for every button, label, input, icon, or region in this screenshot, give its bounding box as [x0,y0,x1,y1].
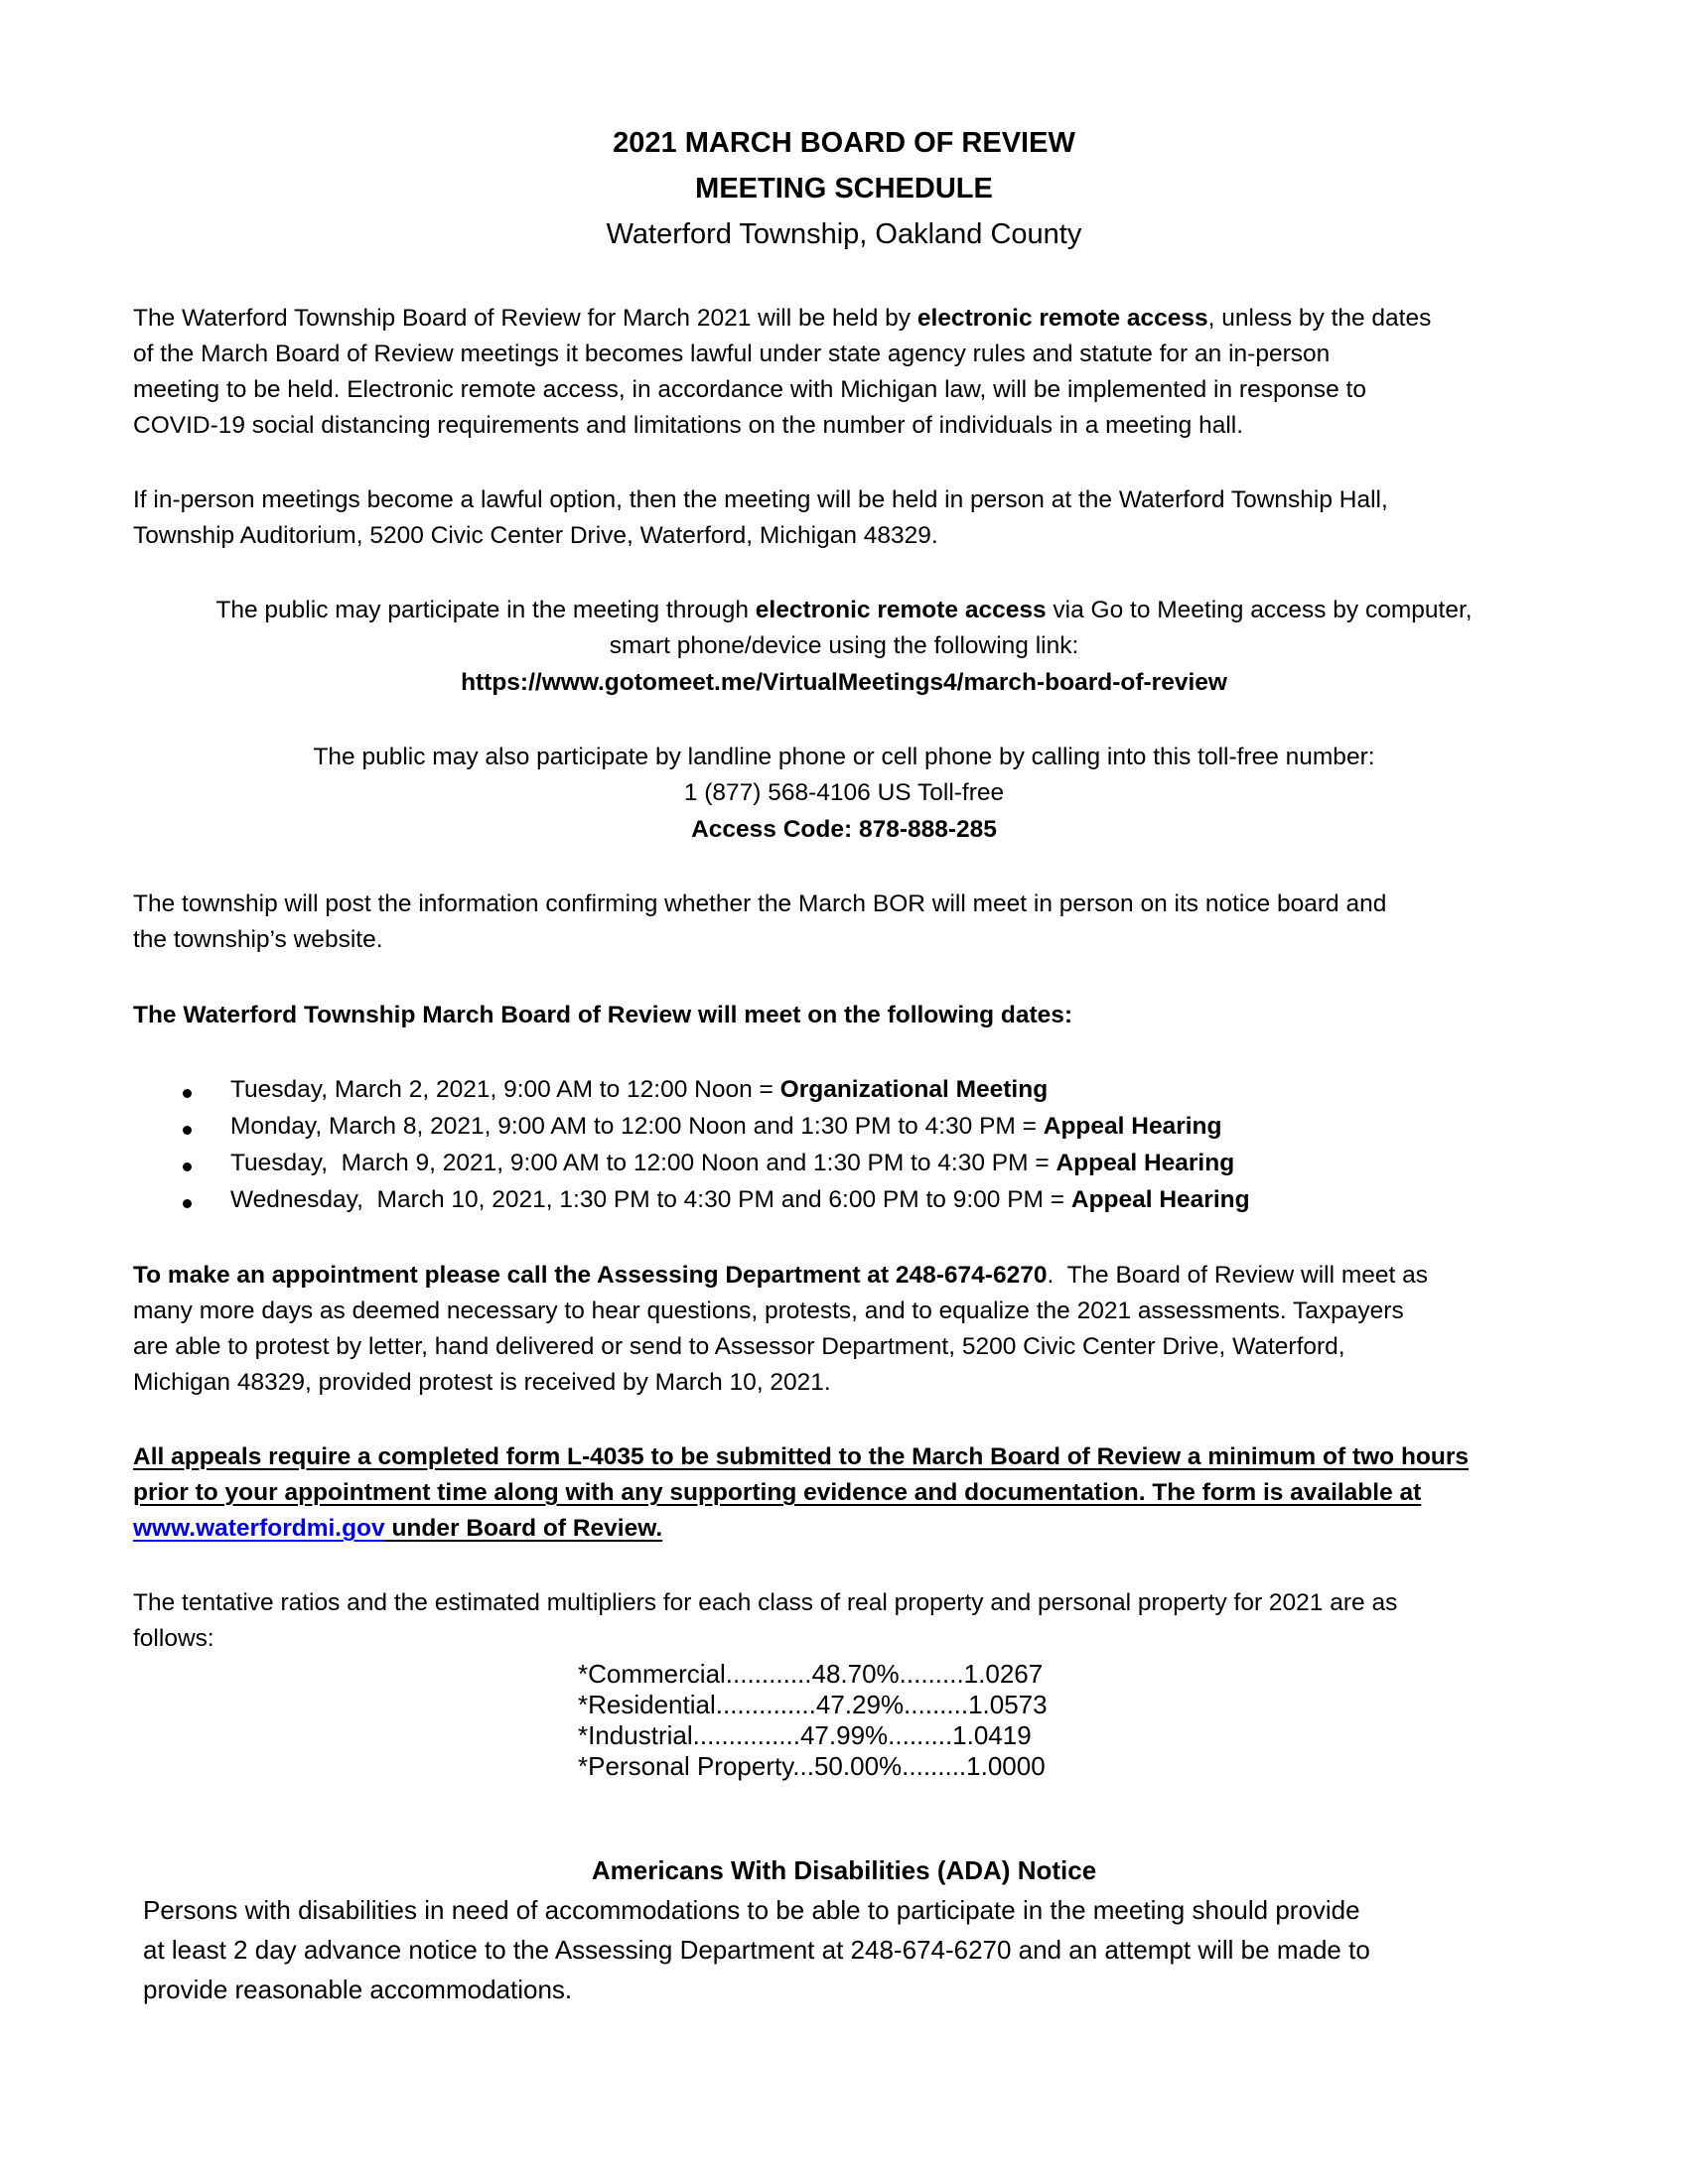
bullet-icon [183,1089,192,1098]
intro-line-1: The Waterford Township Board of Review for March 2021 will be held by electronic remote access, unless by the dates [133,305,1432,332]
ada-line-2: at least 2 day advance notice to the Assessing Department at 248-674-6270 and an attempt will be made to [143,1935,1370,1965]
ada-line-1: Persons with disabilities in need of accommodations to be able to participate in the meeting should provide [143,1895,1360,1925]
intro-line-3: meeting to be held. Electronic remote access, in accordance with Michigan law, will be implemented in response to [133,376,1366,403]
in-person-line-2: Township Auditorium, 5200 Civic Center Drive, Waterford, Michigan 48329. [133,522,938,549]
access-code: Access Code: 878-888-285 [691,816,997,843]
in-person-line-1: If in-person meetings become a lawful option, then the meeting will be held in person at the Waterford Township Hall, [133,486,1388,513]
appointment-line-2: many more days as deemed necessary to hear questions, protests, and to equalize the 2021 assessments. Taxpayers [133,1297,1404,1324]
bullet-icon [183,1199,192,1208]
ada-line-3: provide reasonable accommodations. [143,1975,573,2004]
remote-line-2: smart phone/device using the following link: [609,632,1079,659]
meeting-type: Appeal Hearing [1055,1150,1235,1176]
ratio-row-residential: *Residential..............47.29%.........1.0573 [578,1690,1048,1719]
website-link[interactable]: www.waterfordmi.gov [133,1515,385,1542]
appointment-line-3: are able to protest by letter, hand delivered or send to Assessor Department, 5200 Civic Center Drive, Waterford, [133,1333,1345,1360]
meeting-type: Appeal Hearing [1070,1186,1250,1213]
appointment-call-instruction: To make an appointment please call the Assessing Department at 248-674-6270 [133,1262,1048,1289]
ratios-intro-line-2: follows: [133,1625,214,1652]
document-title-line-2: MEETING SCHEDULE [695,173,993,205]
document-title-line-1: 2021 MARCH BOARD OF REVIEW [613,127,1075,159]
appeals-line-3: www.waterfordmi.gov under Board of Review. [133,1515,663,1542]
bullet-icon [183,1126,192,1135]
phone-line-1: The public may also participate by landline phone or cell phone by calling into this toll-free number: [313,744,1375,770]
ratios-intro-line-1: The tentative ratios and the estimated multipliers for each class of real property and personal property for 2021 are as [133,1589,1398,1616]
remote-line-1: The public may participate in the meeting through electronic remote access via Go to Meeting access by computer, [215,597,1473,623]
appeals-line-2: prior to your appointment time along with any supporting evidence and documentation. The form is available at [133,1479,1422,1506]
notice-line-1: The township will post the information confirming whether the March BOR will meet in person on its notice board and [133,890,1387,917]
intro-line-2: of the March Board of Review meetings it becomes lawful under state agency rules and statute for an in-person [133,341,1331,367]
ratio-row-commercial: *Commercial............48.70%.........1.0267 [578,1659,1044,1689]
ratio-row-personal-property: *Personal Property...50.00%.........1.0000 [578,1751,1046,1781]
meeting-link[interactable]: https://www.gotomeet.me/VirtualMeetings4/march-board-of-review [461,669,1227,696]
meeting-type: Appeal Hearing [1043,1113,1222,1140]
appointment-line-4: Michigan 48329, provided protest is received by March 10, 2021. [133,1369,831,1396]
ada-heading: Americans With Disabilities (ADA) Notice [591,1855,1097,1885]
emphasis-electronic-remote-access: electronic remote access [916,305,1208,332]
meeting-type: Organizational Meeting [779,1076,1049,1103]
ratio-row-industrial: *Industrial...............47.99%.........1.0419 [578,1720,1032,1750]
emphasis-electronic-remote-access: electronic remote access [755,597,1047,623]
bullet-icon [183,1162,192,1171]
appointment-line-1: To make an appointment please call the Assessing Department at 248-674-6270. The Board of Review will meet as [133,1262,1429,1289]
schedule-heading: The Waterford Township March Board of Review will meet on the following dates: [133,1002,1073,1028]
toll-free-number: 1 (877) 568-4106 US Toll-free [683,779,1005,806]
intro-line-4: COVID-19 social distancing requirements and limitations on the number of individuals in a meeting hall. [133,412,1244,439]
notice-line-2: the township’s website. [133,926,383,953]
appeals-line-1: All appeals require a completed form L-4035 to be submitted to the March Board of Review a minimum of two hours [133,1443,1469,1470]
document-subtitle: Waterford Township, Oakland County [606,218,1082,250]
